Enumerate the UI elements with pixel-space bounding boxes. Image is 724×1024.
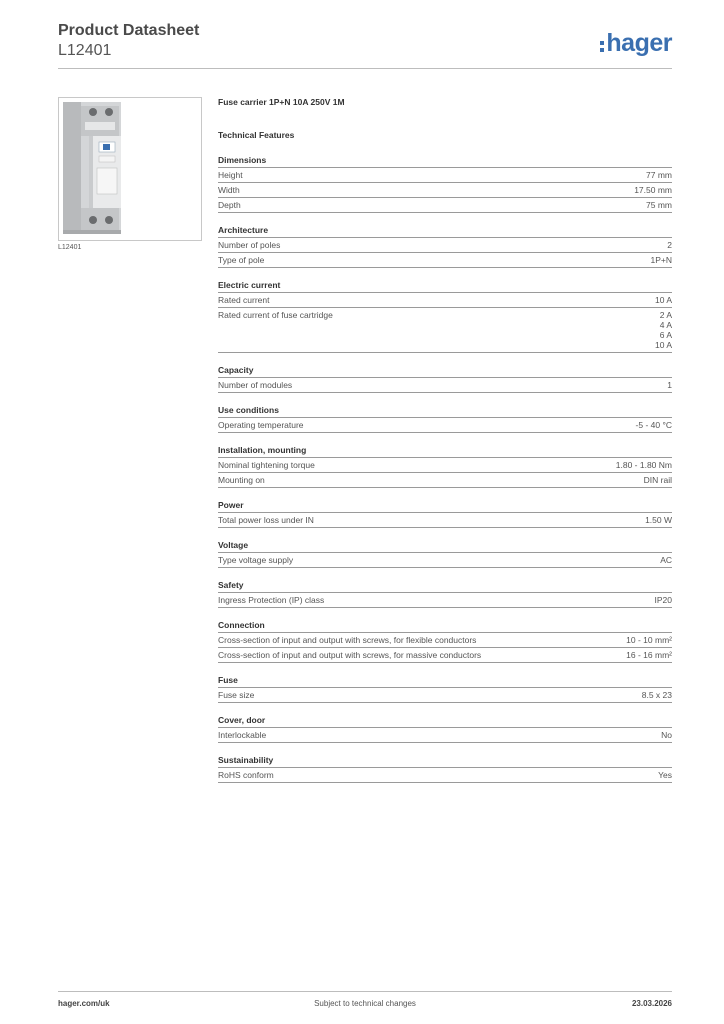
- feature-row: [218, 768, 672, 783]
- feature-value-item: 10 A: [654, 340, 672, 350]
- feature-value: Yes: [658, 770, 672, 780]
- group-title: Voltage: [218, 539, 672, 553]
- feature-value: 8.5 x 23: [641, 690, 672, 700]
- feature-row: [218, 458, 672, 473]
- feature-group: [218, 674, 672, 703]
- feature-value: 2: [667, 240, 672, 250]
- product-details: [218, 97, 672, 794]
- header-divider: [58, 68, 672, 69]
- group-title: Sustainability: [218, 754, 672, 768]
- feature-label: Width: [218, 185, 240, 195]
- page-header: [58, 22, 672, 69]
- feature-group: [218, 579, 672, 608]
- feature-label: Fuse size: [218, 690, 255, 700]
- group-title: Power: [218, 499, 672, 513]
- feature-row: [218, 473, 672, 488]
- feature-value: -5 - 40 °C: [635, 420, 672, 430]
- feature-row: [218, 308, 672, 353]
- feature-label: Interlockable: [218, 730, 267, 740]
- feature-value: 77 mm: [646, 170, 672, 180]
- feature-label: Cross-section of input and output with screws, for flexible conductors: [218, 635, 477, 645]
- feature-row: [218, 513, 672, 528]
- image-caption: L12401: [58, 244, 82, 251]
- feature-group: [218, 444, 672, 488]
- logo-dots-icon: [600, 41, 604, 52]
- feature-label: Rated current: [218, 295, 270, 305]
- feature-label: Type of pole: [218, 255, 265, 265]
- feature-value-item: 4 A: [659, 320, 672, 330]
- feature-row: [218, 198, 672, 213]
- group-title: Electric current: [218, 279, 672, 293]
- feature-group: [218, 364, 672, 393]
- feature-group: [218, 714, 672, 743]
- group-title: Cover, door: [218, 714, 672, 728]
- technical-features-title: Technical Features: [218, 130, 295, 140]
- footer-date: 23.03.2026: [631, 999, 672, 1008]
- page-title: Product Datasheet: [58, 22, 200, 39]
- feature-value: 1.50 W: [645, 515, 672, 525]
- group-title: Fuse: [218, 674, 672, 688]
- feature-label: Ingress Protection (IP) class: [218, 595, 325, 605]
- feature-row: [218, 293, 672, 308]
- feature-row: [218, 593, 672, 608]
- feature-value: [655, 310, 672, 350]
- feature-row: [218, 378, 672, 393]
- feature-row: [218, 648, 672, 663]
- product-image: [58, 97, 202, 241]
- group-title: Capacity: [218, 364, 672, 378]
- feature-group: [218, 619, 672, 663]
- feature-label: Nominal tightening torque: [218, 460, 315, 470]
- feature-value-item: 2 A: [659, 310, 672, 320]
- feature-group: [218, 539, 672, 568]
- group-title: Dimensions: [218, 154, 672, 168]
- feature-label: Cross-section of input and output with screws, for massive conductors: [218, 650, 482, 660]
- feature-value: IP20: [654, 595, 672, 605]
- feature-row: [218, 688, 672, 703]
- feature-value-item: 6 A: [659, 330, 672, 340]
- feature-value: 1.80 - 1.80 Nm: [615, 460, 672, 470]
- feature-label: Rated current of fuse cartridge: [218, 310, 333, 320]
- feature-label: Number of poles: [218, 240, 281, 250]
- fuse-carrier-product-photo-icon: [59, 98, 201, 240]
- feature-group: [218, 154, 672, 213]
- feature-label: Type voltage supply: [218, 555, 294, 565]
- feature-row: [218, 728, 672, 743]
- feature-group: [218, 224, 672, 268]
- hager-logo: [600, 29, 672, 57]
- feature-row: [218, 168, 672, 183]
- feature-label: Mounting on: [218, 475, 265, 485]
- group-title: Installation, mounting: [218, 444, 672, 458]
- feature-row: [218, 238, 672, 253]
- feature-value: 75 mm: [646, 200, 672, 210]
- feature-label: Total power loss under IN: [218, 515, 314, 525]
- feature-label: Number of modules: [218, 380, 293, 390]
- group-title: Connection: [218, 619, 672, 633]
- feature-row: [218, 633, 672, 648]
- feature-label: RoHS conform: [218, 770, 274, 780]
- feature-value: 1: [667, 380, 672, 390]
- logo-text: hager: [606, 29, 672, 57]
- feature-label: Operating temperature: [218, 420, 304, 430]
- product-name: Fuse carrier 1P+N 10A 250V 1M: [218, 97, 345, 107]
- feature-group: [218, 499, 672, 528]
- feature-group: [218, 404, 672, 433]
- feature-groups: [218, 154, 672, 783]
- group-title: Use conditions: [218, 404, 672, 418]
- feature-row: [218, 418, 672, 433]
- footer-divider: [58, 991, 672, 992]
- group-title: Safety: [218, 579, 672, 593]
- feature-value: 1P+N: [650, 255, 672, 265]
- feature-group: [218, 754, 672, 783]
- feature-group: [218, 279, 672, 353]
- product-code: L12401: [58, 42, 112, 59]
- feature-value: No: [661, 730, 672, 740]
- feature-value: AC: [660, 555, 672, 565]
- feature-label: Depth: [218, 200, 241, 210]
- footer-note: Subject to technical changes: [314, 999, 416, 1008]
- feature-row: [218, 553, 672, 568]
- feature-label: Height: [218, 170, 243, 180]
- group-title: Architecture: [218, 224, 672, 238]
- feature-row: [218, 253, 672, 268]
- feature-value: 10 A: [654, 295, 672, 305]
- feature-value: 17.50 mm: [634, 185, 672, 195]
- feature-value: 10 - 10 mm²: [626, 635, 672, 645]
- feature-value: DIN rail: [643, 475, 672, 485]
- footer-website-link[interactable]: hager.com/uk: [58, 999, 110, 1008]
- feature-row: [218, 183, 672, 198]
- feature-value: 16 - 16 mm²: [626, 650, 672, 660]
